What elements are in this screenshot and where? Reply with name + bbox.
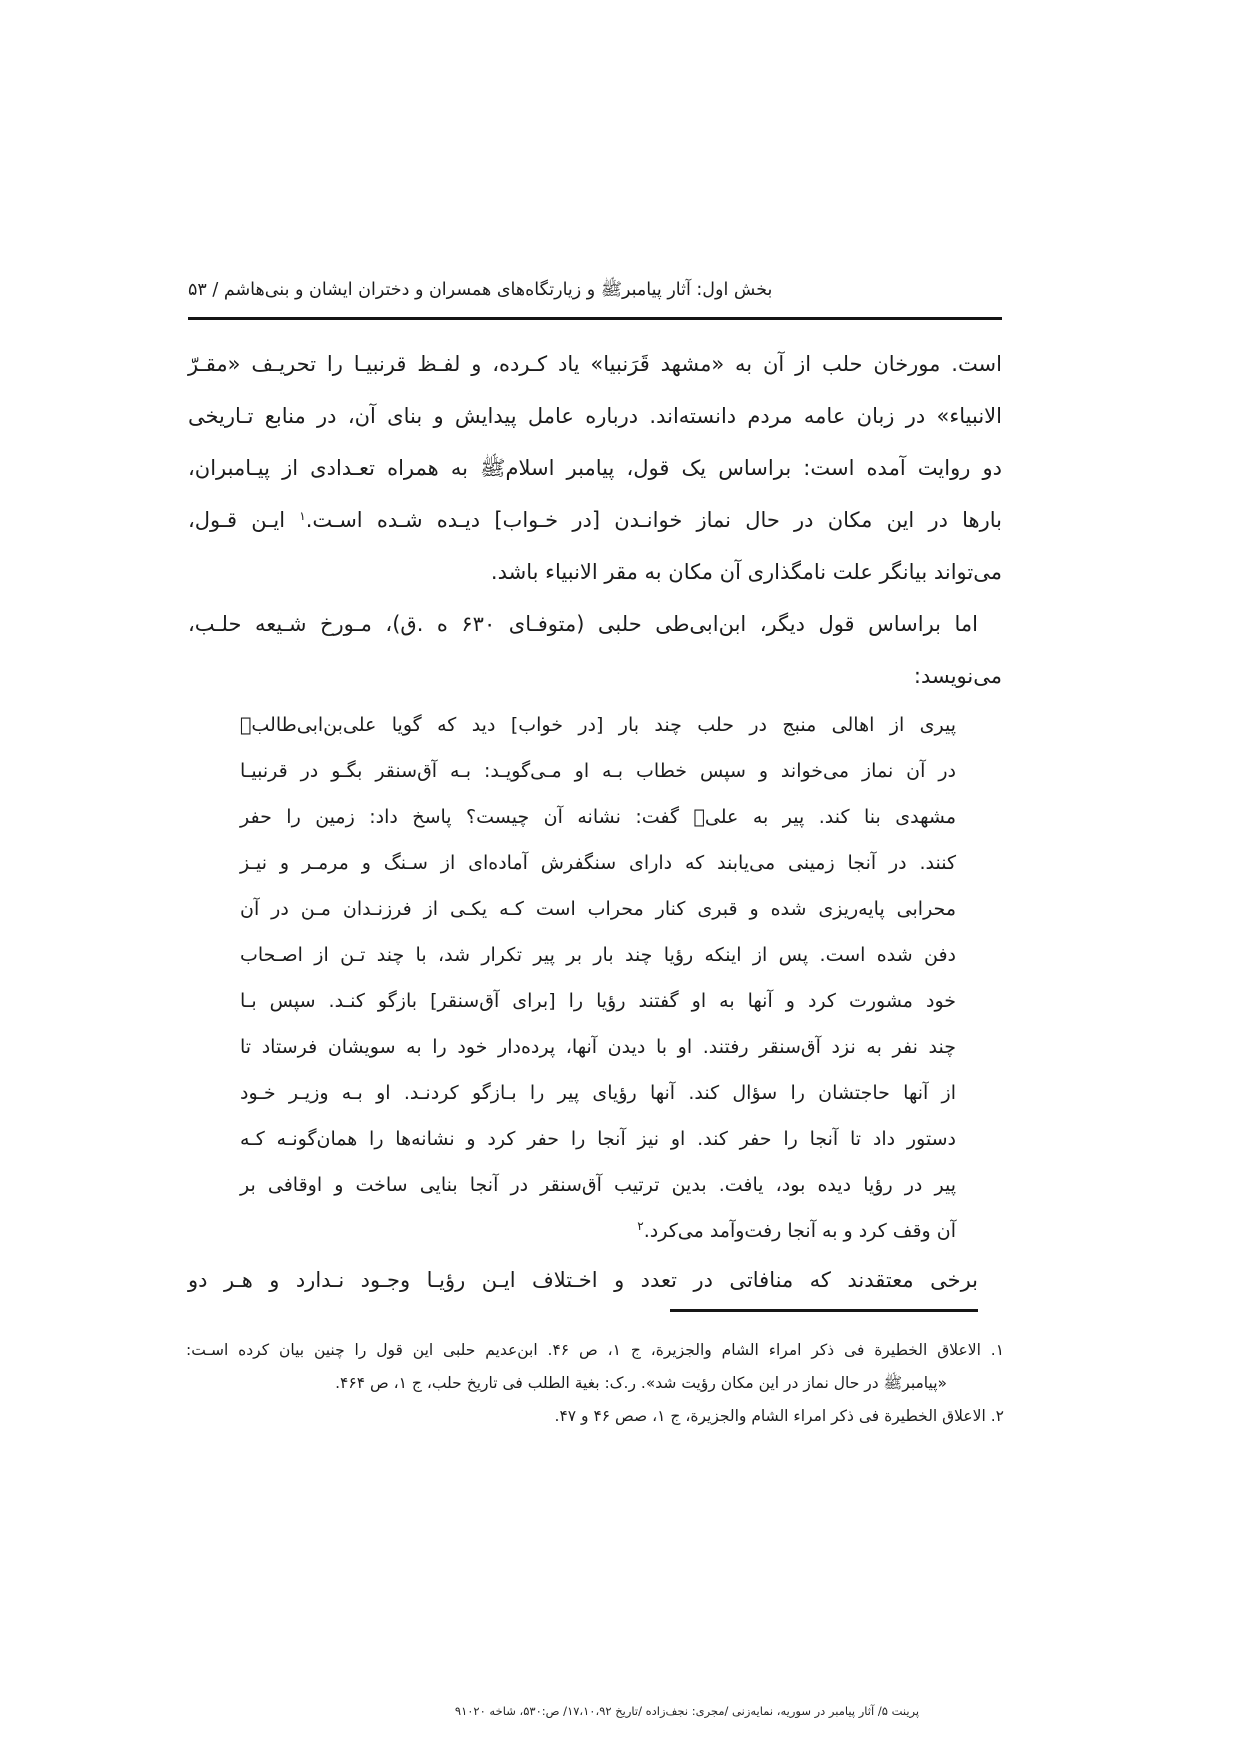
running-header-separator: / [206,280,224,300]
quote-line: کنند. در آنجا زمینی می‌یابند که دارای سنگفرش آماده‌ای از سـنگ و مرمـر و نیـز [240,852,956,874]
header-rule [188,317,1002,320]
footnote-separator-rule [670,1309,978,1312]
quote-line: دستور داد تا آنجا را حفر کند. او نیز آنجا را حفر کرد و نشانه‌ها را همان‌گونـه کـه [240,1128,956,1150]
body-line: دو روایت آمده است: براساس یک قول، پیامبر اسلامﷺ به همراه تعـدادی از پیـامبران، [188,456,1002,480]
paragraph [188,338,1002,598]
footnote-line: «پیامبرﷺ در حال نماز در این مکان رؤیت شد». ر.ک: بغیة الطلب فی تاریخ حلب، ج ۱، ص ۴۶۴. [335,1374,947,1392]
quote-line: مشهدی بنا کند. پیر به علیؑ گفت: نشانه آن چیست؟ پاسخ داد: زمین را حفر [240,806,956,828]
body-line-text: بارها در این مکان در حال نماز خوانـدن [در خـواب] دیـده شـده اسـت. [305,508,1002,532]
quote-line: محرابی پایه‌ریزی شده و قبری کنار محراب است کـه یکـی از فرزنـدان مـن در آن [240,898,956,920]
body-line: می‌تواند بیانگر علت نامگذاری آن مکان به مقر الانبیاء باشد. [490,560,1002,584]
block-quote [240,702,956,1254]
paragraph [188,598,1002,702]
quote-line: در آن نماز می‌خواند و سپس خطاب بـه او مـی‌گویـد: بـه آق‌سنقر بگـو در قرنبیـا [240,760,956,782]
body-text [188,338,1002,1306]
body-line [188,494,1002,546]
running-header [188,277,1002,303]
footnote-line: ۱. الاعلاق الخطیرة فی ذکر امراء الشام والجزیرة، ج ۱، ص ۴۶. ابن‌عدیم حلبی این قول را چنین بیان کرده اسـت: [186,1341,1005,1359]
quote-line: خود مشورت کرد و آنها به او گفتند رؤیا را [برای آق‌سنقر] بازگو کنـد. سپس بـا [240,990,956,1012]
footnote-item [186,1400,1004,1433]
body-line: اما براساس قول دیگر، ابن‌ابی‌طی حلبی (متوفـای ۶۳۰ ه .ق)، مـورخ شـیعه حلـب، [188,612,978,636]
paragraph [188,1254,1002,1306]
body-line: است. مورخان حلب از آن به «مشهد قَرَنبیا» یاد کـرده، و لفـظ قرنبیـا را تحریـف «مقـرّ [188,352,1002,376]
running-header-title: بخش اول: آثار پیامبرﷺ و زیارتگاه‌های همسران و دختران ایشان و بنی‌هاشم [223,280,773,300]
quote-line-text: آن وقف کرد و به آنجا رفت‌وآمد می‌کرد. [643,1220,956,1242]
quote-line: پیر در رؤیا دیده بود، یافت. بدین ترتیب آق‌سنقر در آنجا بنایی ساخت و اوقافی بر [240,1174,956,1196]
body-line: می‌نویسد: [913,664,1002,688]
page-number: ۵۳ [188,280,207,300]
footnote-item [186,1334,1004,1400]
quote-line: پیری از اهالی منبج در حلب چند بار [در خواب] دید که گویا علی‌بن‌ابی‌طالبؑ [240,714,956,736]
body-line: الانبیاء» در زبان عامه مردم دانسته‌اند. درباره عامل پیدایش و بنای آن، در منابع تـاریخی [188,404,1002,428]
footnote-line: ۲. الاعلاق الخطیرة فی ذکر امراء الشام والجزیرة، ج ۱، صص ۴۶ و ۴۷. [554,1407,1004,1425]
quote-line: دفن شده است. پس از اینکه رؤیا چند بار بر پیر تکرار شد، با چند تـن از اصـحاب [240,944,956,966]
footnote-marker-2: ۲ [637,1219,644,1233]
quote-line: چند نفر به نزد آق‌سنقر رفتند. او با دیدن آنها، پرده‌دار خود را به سویشان فرستاد تا [240,1036,956,1058]
body-line: برخی معتقدند که منافاتی در تعدد و اخـتلاف ایـن رؤیـا وجـود نـدارد و هـر دو [188,1268,978,1292]
footnotes [186,1334,1004,1433]
typesetter-imprint: پرینت ۵/ آثار پیامبر در سوریه، نمایه‌زنی /مجری: نجف‌زاده /تاریخ ۱۷،۱۰،۹۲/ ص:۵۳۰، شاخه ۹۱۰۲۰ [454,1704,920,1718]
quote-line: از آنها حاجتشان را سؤال کند. آنها رؤیای پیر را بـازگو کردنـد. او بـه وزیـر خـود [240,1082,956,1104]
quote-line [240,1208,956,1254]
footnote-marker-1: ۱ [299,509,306,523]
body-line-text: ایـن قـول، [188,508,286,532]
